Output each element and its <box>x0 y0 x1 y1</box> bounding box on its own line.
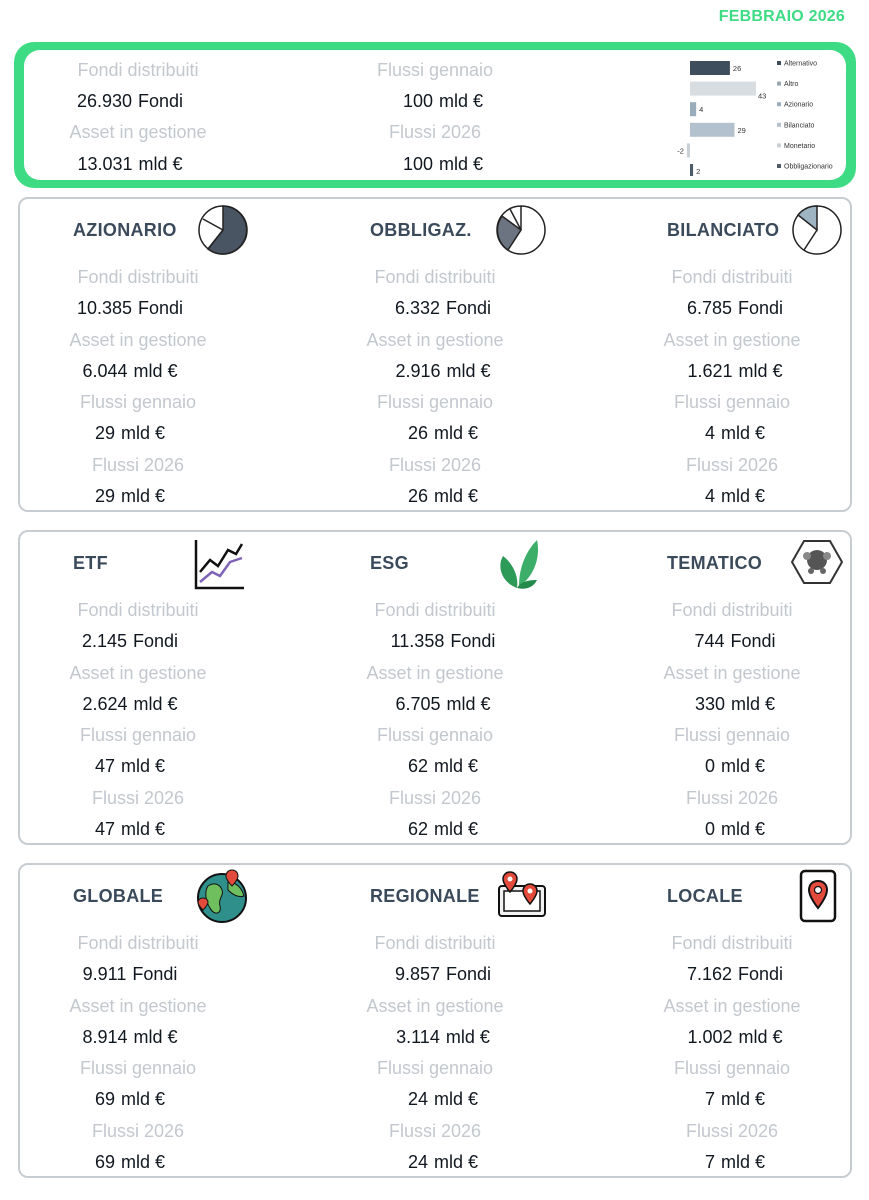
metric-label-flussi_gen: Flussi gennaio <box>376 392 494 412</box>
metric-value-flussi_anno <box>625 486 845 507</box>
metric-value-flussi_anno <box>625 819 845 840</box>
metric-value-flussi_gen <box>333 756 553 777</box>
metric-label-fondi: Fondi distribuiti <box>374 267 496 287</box>
metric-number: 29 <box>94 423 115 443</box>
metric-label-flussi_gen: Flussi gennaio <box>673 725 791 745</box>
metric-value-asset <box>333 361 553 382</box>
metric-unit: mld € <box>434 485 479 506</box>
metric-label-flussi_anno: Flussi 2026 <box>685 1120 779 1141</box>
bar-bilanciato <box>690 123 735 137</box>
summary-flussi-gennaio-value <box>333 91 553 112</box>
metric-value-asset <box>333 694 553 715</box>
metric-number: 0 <box>704 818 715 839</box>
metric-unit: mld € <box>446 360 491 381</box>
metric-label-flussi_anno: Flussi 2026 <box>91 787 185 808</box>
metric-number: 7 <box>704 1089 715 1109</box>
metric-label-asset: Asset in gestione <box>663 662 801 683</box>
metric-number: 24 <box>407 1151 428 1172</box>
metric-number: 47 <box>94 818 115 839</box>
metric-number: 9.857 <box>394 964 440 984</box>
metric-value-asset <box>20 361 240 382</box>
pie-chart-icon <box>494 203 548 257</box>
metric-unit: mld € <box>121 1151 166 1172</box>
metric-number: 62 <box>407 756 428 776</box>
metric-value-flussi_anno <box>333 1152 553 1173</box>
metric-label-flussi_anno: Flussi 2026 <box>685 454 779 475</box>
metric-label-asset: Asset in gestione <box>69 995 207 1016</box>
metric-unit: mld € <box>731 693 776 714</box>
summary-fondi-label: Fondi distribuiti <box>77 60 199 80</box>
legend-label: Azionario <box>784 101 814 109</box>
metric-label-flussi_gen: Flussi gennaio <box>376 725 494 745</box>
metric-number: 4 <box>704 423 715 443</box>
metric-number: 330 <box>694 693 726 714</box>
section-title-regionale: REGIONALE <box>370 886 480 906</box>
flows-by-category-bar-chart <box>664 56 846 176</box>
summary-asset-number: 13.031 <box>77 154 133 174</box>
metric-number: 2.145 <box>81 631 127 651</box>
section-title-bilanciato: BILANCIATO <box>667 220 780 240</box>
metric-value-fondi <box>625 298 845 319</box>
metric-label-asset: Asset in gestione <box>69 662 207 683</box>
metric-unit: mld € <box>434 756 479 776</box>
metric-value-flussi_gen <box>20 423 240 444</box>
metric-value-flussi_gen <box>20 1089 240 1110</box>
leaves-icon <box>497 536 539 590</box>
metric-label-fondi: Fondi distribuiti <box>671 600 793 620</box>
metric-unit: mld € <box>721 1151 766 1172</box>
metric-number: 10.385 <box>76 298 133 318</box>
metric-value-flussi_anno <box>20 819 240 840</box>
metric-label-asset: Asset in gestione <box>366 995 504 1016</box>
metric-number: 2.916 <box>395 360 441 381</box>
metric-unit: mld € <box>434 1151 479 1172</box>
section-title-locale: LOCALE <box>667 886 743 906</box>
metric-unit: mld € <box>446 693 491 714</box>
metric-value-flussi_gen <box>333 1089 553 1110</box>
metric-number: 69 <box>94 1089 115 1109</box>
pie-chart-icon <box>790 203 844 257</box>
metric-label-flussi_anno: Flussi 2026 <box>388 1120 482 1141</box>
legend-label: Monetario <box>784 142 816 150</box>
metric-unit: mld € <box>721 423 766 443</box>
metric-value-asset <box>20 694 240 715</box>
metric-unit: mld € <box>121 818 166 839</box>
metric-label-asset: Asset in gestione <box>69 329 207 350</box>
metric-number: 47 <box>94 756 115 776</box>
metric-label-flussi_gen: Flussi gennaio <box>79 392 197 412</box>
section-title-etf: ETF <box>73 553 108 573</box>
pie-chart-icon <box>196 203 250 257</box>
metric-unit: Fondi <box>730 631 776 651</box>
summary-asset-value <box>20 154 240 175</box>
section-title-esg: ESG <box>370 553 409 573</box>
metric-unit: Fondi <box>738 964 784 984</box>
legend-label: Obbligazionario <box>784 163 833 171</box>
metric-value-fondi <box>625 964 845 985</box>
metric-label-flussi_anno: Flussi 2026 <box>388 454 482 475</box>
metric-label-asset: Asset in gestione <box>663 995 801 1016</box>
metric-label-flussi_anno: Flussi 2026 <box>91 454 185 475</box>
location-card-icon <box>798 868 838 924</box>
metric-unit: Fondi <box>133 631 179 651</box>
bar-azionario <box>690 102 696 116</box>
metric-label-fondi: Fondi distribuiti <box>671 933 793 953</box>
metric-value-flussi_anno <box>625 1152 845 1173</box>
bar-alternativo <box>690 61 730 75</box>
metric-value-fondi <box>20 298 240 319</box>
bar-monetario <box>687 143 690 157</box>
metric-label-flussi_anno: Flussi 2026 <box>91 1120 185 1141</box>
legend-label: Alternativo <box>784 60 818 68</box>
legend-swatch <box>777 164 781 168</box>
metric-label-fondi: Fondi distribuiti <box>374 600 496 620</box>
metric-unit: mld € <box>133 360 178 381</box>
metric-unit: Fondi <box>132 964 178 984</box>
metric-number: 1.002 <box>687 1026 733 1047</box>
bar-value-label: 4 <box>699 105 704 115</box>
metric-unit: Fondi <box>138 298 184 318</box>
metric-number: 7.162 <box>686 964 732 984</box>
metric-unit: Fondi <box>450 631 496 651</box>
summary-flussi-gennaio-label: Flussi gennaio <box>376 60 494 80</box>
bar-value-label: 43 <box>758 91 767 101</box>
section-title-obbligaz: OBBLIGAZ. <box>370 220 472 240</box>
map-pins-icon <box>496 870 548 920</box>
report-date: FEBBRAIO 2026 <box>718 8 845 25</box>
metric-label-asset: Asset in gestione <box>366 329 504 350</box>
metric-number: 7 <box>704 1151 715 1172</box>
metric-unit: mld € <box>121 423 166 443</box>
bar-value-label: -2 <box>677 146 684 156</box>
summary-flussi-2026-number: 100 <box>402 154 434 174</box>
summary-fondi-value <box>20 91 240 112</box>
metric-value-asset <box>333 1027 553 1048</box>
metric-number: 3.114 <box>396 1026 440 1047</box>
metric-value-flussi_gen <box>625 756 845 777</box>
summary-flussi-2026-label: Flussi 2026 <box>388 122 482 142</box>
metric-unit: Fondi <box>446 964 492 984</box>
metric-label-flussi_anno: Flussi 2026 <box>388 787 482 808</box>
summary-flussi-gennaio-unit: mld € <box>439 91 484 111</box>
metric-value-flussi_gen <box>625 423 845 444</box>
section-title-azionario: AZIONARIO <box>73 220 177 240</box>
metric-unit: mld € <box>721 756 766 776</box>
metric-value-fondi <box>20 631 240 652</box>
metric-label-flussi_gen: Flussi gennaio <box>376 1058 494 1078</box>
legend-label: Altro <box>784 81 799 89</box>
bar-value-label: 2 <box>696 167 701 176</box>
metric-number: 6.044 <box>82 360 128 381</box>
legend-swatch <box>777 123 781 127</box>
metric-label-flussi_gen: Flussi gennaio <box>79 725 197 745</box>
metric-unit: mld € <box>121 1089 166 1109</box>
metric-label-fondi: Fondi distribuiti <box>77 600 199 620</box>
metric-label-asset: Asset in gestione <box>663 329 801 350</box>
metric-number: 26 <box>407 485 428 506</box>
metric-label-flussi_gen: Flussi gennaio <box>673 1058 791 1078</box>
summary-asset-unit: mld € <box>138 154 183 174</box>
bar-value-label: 29 <box>737 125 746 135</box>
metric-label-fondi: Fondi distribuiti <box>374 933 496 953</box>
metric-number: 6.785 <box>686 298 732 318</box>
metric-number: 9.911 <box>82 964 127 984</box>
metric-number: 0 <box>704 756 715 776</box>
metric-unit: Fondi <box>738 298 784 318</box>
metric-unit: mld € <box>738 360 783 381</box>
summary-asset-label: Asset in gestione <box>69 122 207 142</box>
metric-number: 24 <box>407 1089 428 1109</box>
metric-number: 69 <box>94 1151 115 1172</box>
metric-value-flussi_anno <box>20 1152 240 1173</box>
metric-number: 8.914 <box>82 1026 128 1047</box>
metric-unit: mld € <box>721 1089 766 1109</box>
metric-unit: mld € <box>434 423 479 443</box>
legend-swatch <box>777 102 781 106</box>
metric-value-flussi_anno <box>333 819 553 840</box>
metric-unit: mld € <box>133 693 178 714</box>
metric-unit: mld € <box>721 485 766 506</box>
metric-number: 6.705 <box>395 693 441 714</box>
legend-swatch <box>777 82 781 86</box>
metric-value-fondi <box>333 298 553 319</box>
legend-swatch <box>777 61 781 65</box>
metric-value-fondi <box>333 631 553 652</box>
metric-number: 11.358 <box>390 631 445 651</box>
bar-obbligazionario <box>690 164 693 176</box>
metric-value-flussi_gen <box>333 423 553 444</box>
metric-value-flussi_anno <box>20 486 240 507</box>
legend-swatch <box>777 143 781 147</box>
metric-unit: mld € <box>434 1089 479 1109</box>
metric-value-asset <box>625 694 845 715</box>
metric-unit: mld € <box>121 756 166 776</box>
globe-pin-icon <box>194 868 250 924</box>
metric-value-asset <box>625 361 845 382</box>
metric-number: 62 <box>407 818 428 839</box>
metric-number: 29 <box>94 485 115 506</box>
metric-label-flussi_gen: Flussi gennaio <box>79 1058 197 1078</box>
metric-label-flussi_anno: Flussi 2026 <box>685 787 779 808</box>
metric-number: 4 <box>704 485 715 506</box>
bar-value-label: 26 <box>732 64 742 73</box>
metric-label-fondi: Fondi distribuiti <box>671 267 793 287</box>
metric-value-fondi <box>20 964 240 985</box>
metric-value-flussi_gen <box>625 1089 845 1110</box>
line-chart-icon <box>192 536 248 592</box>
metric-number: 744 <box>694 631 725 651</box>
metric-value-flussi_anno <box>333 486 553 507</box>
metric-unit: Fondi <box>446 298 492 318</box>
summary-flussi-gennaio-number: 100 <box>402 91 434 111</box>
metric-value-asset <box>625 1027 845 1048</box>
summary-flussi-2026-unit: mld € <box>439 154 484 174</box>
metric-value-fondi <box>333 964 553 985</box>
metric-value-asset <box>20 1027 240 1048</box>
metric-label-fondi: Fondi distribuiti <box>77 267 199 287</box>
metric-number: 2.624 <box>82 693 128 714</box>
metric-number: 26 <box>407 423 428 443</box>
section-title-tematico: TEMATICO <box>667 553 763 573</box>
section-title-globale: GLOBALE <box>73 886 164 906</box>
summary-fondi-number: 26.930 <box>76 91 133 111</box>
metric-unit: mld € <box>738 1026 783 1047</box>
metric-unit: mld € <box>434 818 479 839</box>
metric-label-flussi_gen: Flussi gennaio <box>673 392 791 412</box>
metric-value-flussi_gen <box>20 756 240 777</box>
metric-value-fondi <box>625 631 845 652</box>
metric-label-fondi: Fondi distribuiti <box>77 933 199 953</box>
metric-unit: mld € <box>121 485 166 506</box>
metric-unit: mld € <box>721 818 766 839</box>
bar-altro <box>690 82 756 96</box>
metric-unit: mld € <box>445 1026 490 1047</box>
metric-label-asset: Asset in gestione <box>366 662 504 683</box>
summary-flussi-2026-value <box>333 154 553 175</box>
hexagon-network-icon <box>790 538 844 586</box>
summary-fondi-unit: Fondi <box>138 91 184 111</box>
metric-unit: mld € <box>133 1026 178 1047</box>
legend-label: Bilanciato <box>784 122 815 130</box>
metric-number: 6.332 <box>394 298 440 318</box>
metric-number: 1.621 <box>687 360 733 381</box>
